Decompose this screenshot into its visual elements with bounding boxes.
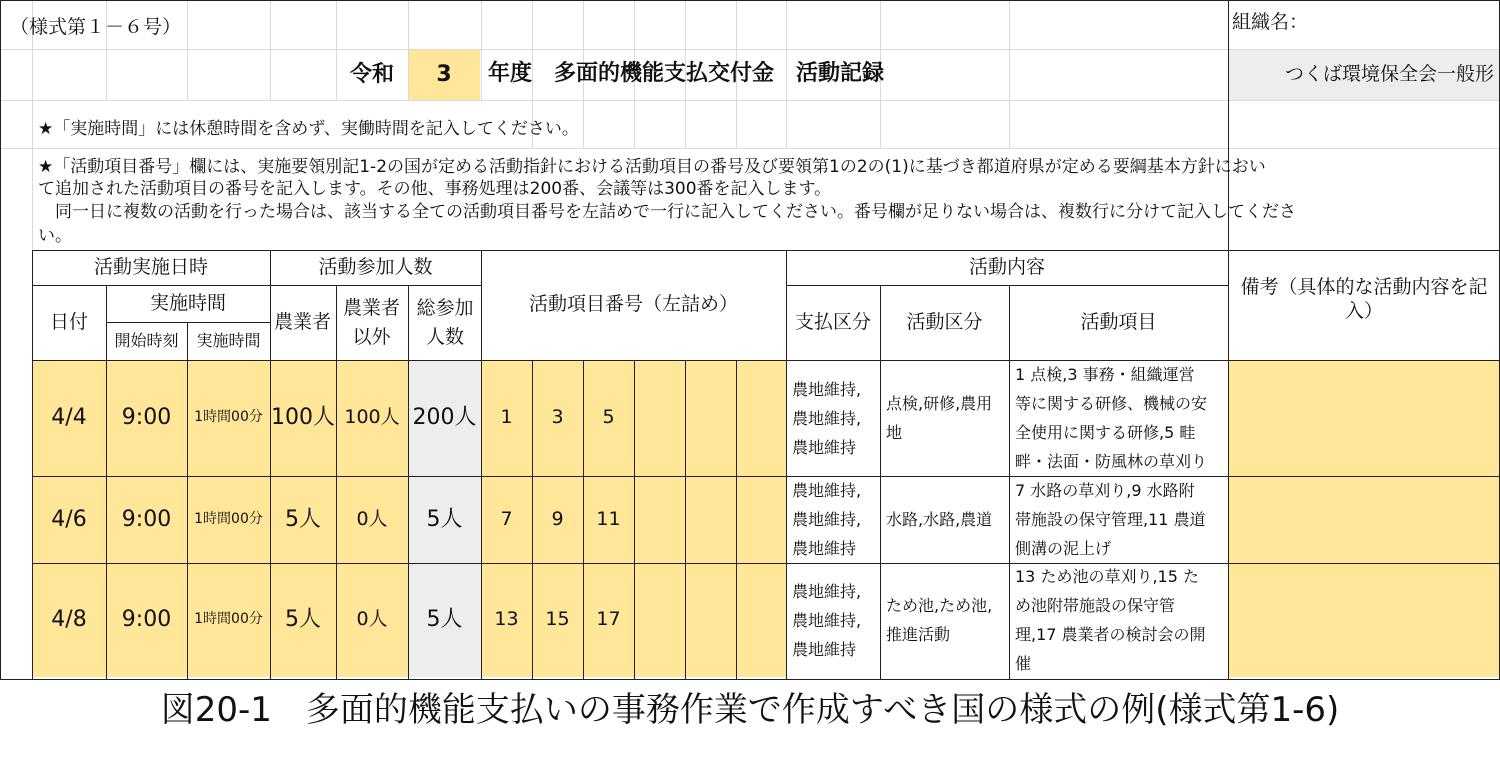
grid-line <box>685 100 686 148</box>
row-activity-type-cell[interactable] <box>880 360 1009 476</box>
row-activity-items-line: 帯施設の保守管理,11 農道 <box>1015 510 1206 529</box>
row-payment-line: 農地維持, <box>792 481 862 500</box>
row-non_farmers-cell[interactable]: 100人 <box>344 406 400 429</box>
grid-line <box>32 100 33 250</box>
row-n6-cell[interactable] <box>736 476 786 563</box>
header-total: 総参加人数 <box>416 296 474 348</box>
row-n1-cell[interactable]: 7 <box>500 507 513 530</box>
header-farmers: 農業者 <box>273 310 331 333</box>
row-payment-line: 農地維持, <box>792 379 862 399</box>
title-era: 令和 <box>349 61 394 87</box>
row-remarks-cell[interactable] <box>1228 360 1500 476</box>
row-n5-cell[interactable] <box>685 476 736 563</box>
row-n2-cell[interactable]: 3 <box>551 406 564 429</box>
note-2a: ★「活動項目番号」欄には、実施要領別記1-2の国が定める活動指針における活動項目の番号及び要領第1の2の(1)に基づき都道府県が定める要綱基本方針におい <box>38 157 1266 177</box>
row-activity-items-cell[interactable] <box>1009 360 1228 476</box>
grid-line <box>481 0 482 100</box>
table-border <box>0 0 1 680</box>
row-n3-cell[interactable]: 11 <box>596 507 621 530</box>
grid-line <box>583 100 584 148</box>
row-farmers-cell[interactable]: 100人 <box>271 405 335 431</box>
row-activity-items-line: 全使用に関する研修,5 畦 <box>1015 423 1196 442</box>
header-participants-group: 活動参加人数 <box>318 255 433 278</box>
note-2b: て追加された活動項目の番号を記入します。その他、事務処理は200番、会議等は300番を記入します。 <box>38 179 832 199</box>
row-activity-items-line: 催 <box>1015 654 1032 673</box>
grid-line <box>1009 0 1010 100</box>
row-activity-type-cell[interactable] <box>880 476 1009 563</box>
header-content-group: 活動内容 <box>968 255 1045 278</box>
grid-line <box>736 100 737 148</box>
row-n6-cell[interactable] <box>736 563 786 677</box>
row-activity-type-line: 地 <box>886 423 903 442</box>
row-n4-cell[interactable] <box>634 360 685 476</box>
row-activity-items-line: 7 水路の草刈り,9 水路附 <box>1015 481 1195 500</box>
row-n3-cell[interactable]: 5 <box>602 406 615 429</box>
row-start-cell[interactable]: 9:00 <box>121 405 172 431</box>
title-year[interactable]: 3 <box>436 61 452 87</box>
row-farmers-cell[interactable]: 5人 <box>285 506 321 532</box>
row-activity-items-line: 畔・法面・防風林の草刈り <box>1015 452 1208 471</box>
grid-line <box>32 0 33 100</box>
note-3b: い。 <box>38 226 72 246</box>
row-activity-items-line: 理,17 農業者の検討会の開 <box>1015 625 1206 644</box>
row-activity-type-line: 推進活動 <box>886 625 951 644</box>
row-date-cell[interactable]: 4/4 <box>51 405 87 431</box>
row-payment-line: 農地維持, <box>792 510 862 529</box>
header-payment: 支払区分 <box>794 310 871 333</box>
row-payment-line: 農地維持 <box>792 437 857 457</box>
row-n2-cell[interactable]: 9 <box>551 507 564 530</box>
note-1: ★「実施時間」には休憩時間を含めず、実働時間を記入してください。 <box>38 119 579 139</box>
row-non_farmers-cell[interactable]: 0人 <box>356 608 388 631</box>
row-activity-items-line: め池附帯施設の保守管 <box>1015 596 1176 615</box>
row-start-cell[interactable]: 9:00 <box>121 607 172 633</box>
row-activity-type-cell[interactable] <box>880 563 1009 677</box>
row-n4-cell[interactable] <box>634 476 685 563</box>
form-number: （様式第１－６号） <box>10 16 182 38</box>
row-payment-cell[interactable] <box>786 563 880 677</box>
row-activity-type-line: ため池,ため池, <box>886 596 993 615</box>
grid-line <box>1009 100 1010 148</box>
row-duration-cell[interactable]: 1時間00分 <box>194 409 263 426</box>
row-total-cell[interactable]: 5人 <box>426 607 463 633</box>
grid-line <box>0 100 1500 101</box>
grid-line <box>786 100 787 148</box>
row-payment-line: 農地維持 <box>792 639 857 659</box>
row-activity-type-line: 点検,研修,農用 <box>886 394 993 413</box>
header-date: 日付 <box>49 310 88 333</box>
row-activity-items-line: 等に関する研修、機械の安 <box>1015 394 1208 413</box>
row-n5-cell[interactable] <box>685 563 736 677</box>
row-remarks-cell[interactable] <box>1228 476 1500 563</box>
row-activity-type-line: 水路,水路,農道 <box>886 510 993 529</box>
table-border <box>0 0 1500 1</box>
grid-line <box>187 0 188 100</box>
row-payment-cell[interactable] <box>786 360 880 476</box>
table-border <box>0 679 1500 680</box>
header-non-farmers: 農業者以外 <box>342 296 400 348</box>
row-start-cell[interactable]: 9:00 <box>121 506 172 532</box>
grid-line <box>270 0 271 100</box>
row-payment-line: 農地維持, <box>792 408 862 428</box>
row-farmers-cell[interactable]: 5人 <box>285 607 321 633</box>
row-non_farmers-cell[interactable]: 0人 <box>356 507 388 530</box>
header-activity-items: 活動項目 <box>1080 310 1157 333</box>
row-n1-cell[interactable]: 13 <box>494 608 519 631</box>
row-activity-items-cell[interactable] <box>1009 476 1228 563</box>
grid-line <box>634 100 635 148</box>
row-n6-cell[interactable] <box>736 360 786 476</box>
row-total-cell[interactable]: 5人 <box>426 506 463 532</box>
header-remarks: 備考（具体的な活動内容を記入） <box>1240 276 1488 322</box>
row-payment-line: 農地維持, <box>792 581 862 601</box>
row-payment-line: 農地維持 <box>792 539 857 558</box>
header-activity-type: 活動区分 <box>906 310 983 333</box>
header-start-time: 開始時刻 <box>114 331 179 350</box>
header-time-group: 実施時間 <box>149 291 226 314</box>
row-n3-cell[interactable]: 17 <box>596 608 621 631</box>
header-item-numbers: 活動項目番号（左詰め） <box>528 293 738 316</box>
row-activity-items-cell[interactable] <box>1009 563 1228 677</box>
row-activity-items-line: 1 点検,3 事務・組織運営 <box>1015 365 1195 384</box>
grid-line <box>106 0 107 100</box>
header-duration: 実施時間 <box>196 331 261 350</box>
row-n4-cell[interactable] <box>634 563 685 677</box>
note-3a: 同一日に複数の活動を行った場合は、該当する全ての活動項目番号を左詰めで一行に記入してください。番号欄が足りない場合は、複数行に分けて記入してくださ <box>38 202 1296 222</box>
grid-line <box>880 100 881 148</box>
row-total-cell[interactable]: 200人 <box>412 405 477 431</box>
row-activity-items-line: 側溝の泥上げ <box>1015 539 1112 558</box>
row-date-cell[interactable]: 4/6 <box>51 506 87 532</box>
row-n2-cell[interactable]: 15 <box>545 608 570 631</box>
row-n1-cell[interactable]: 1 <box>500 406 513 429</box>
row-duration-cell[interactable]: 1時間00分 <box>194 510 263 527</box>
row-date-cell[interactable]: 4/8 <box>51 607 87 633</box>
row-remarks-cell[interactable] <box>1228 563 1500 677</box>
row-duration-cell[interactable]: 1時間00分 <box>194 611 263 628</box>
org-name-label: 組織名： <box>1232 11 1309 33</box>
figure-caption: 図20-1 多面的機能支払いの事務作業で作成すべき国の様式の例(様式第1-6) <box>160 690 1340 730</box>
row-activity-items-line: 13 ため池の草刈り,15 た <box>1015 567 1199 586</box>
header-date-group: 活動実施日時 <box>93 255 208 278</box>
grid-line <box>0 148 1500 149</box>
org-name-value[interactable]: つくば環境保全会一般形 <box>1284 62 1494 85</box>
row-n5-cell[interactable] <box>685 360 736 476</box>
page-title: 年度 多面的機能支払交付金 活動記録 <box>488 61 885 86</box>
row-payment-line: 農地維持, <box>792 610 862 630</box>
row-payment-cell[interactable] <box>786 476 880 563</box>
